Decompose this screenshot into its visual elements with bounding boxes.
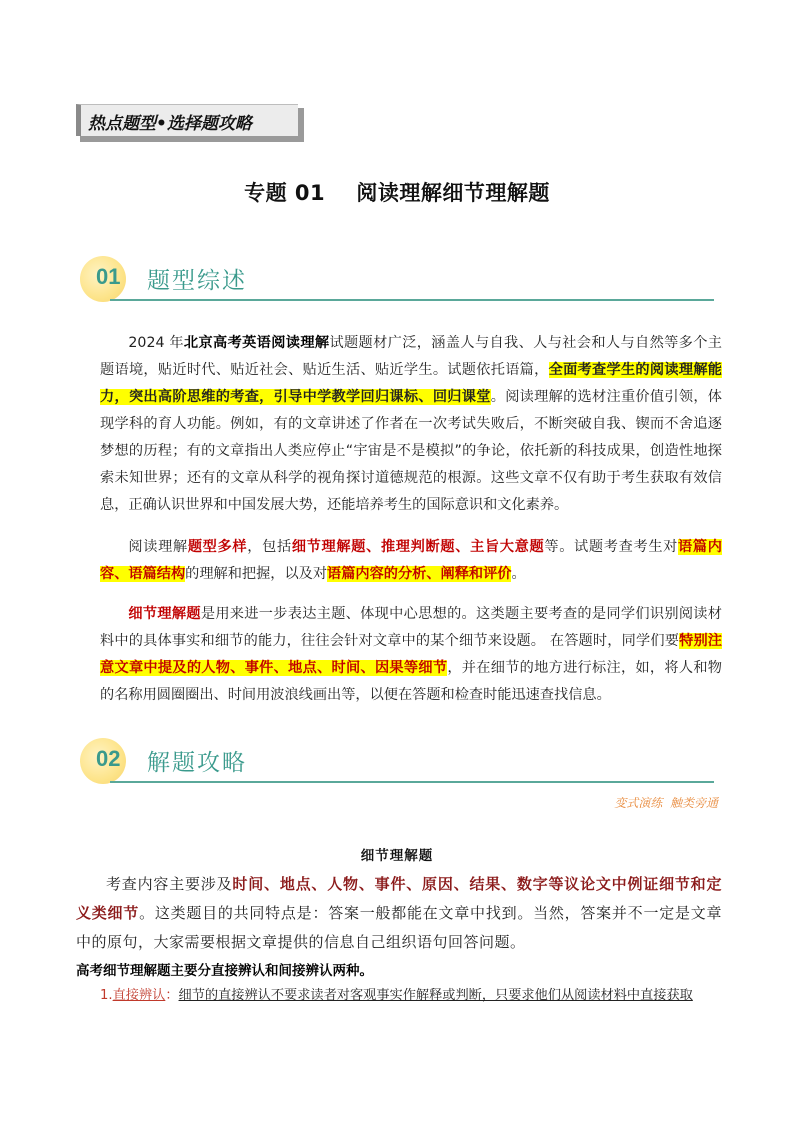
text-run: 阅读理解 [128,539,188,555]
tag-text: 热点题型•选择题攻略 [88,114,252,134]
body-paragraph [76,870,722,986]
list-item-direct [100,984,730,1003]
text-run: 等。试题考查考生对 [544,539,679,555]
section-label: 题型综述 [147,268,247,294]
item-text: 细节的直接辨认不要求读者对客观事实作解释或判断，只要求他们从阅读材料中直接获取 [178,988,693,1003]
item-number: 1. [100,988,113,1003]
subsection-title: 细节理解题 [360,848,434,864]
page-title: 专题 01 阅读理解细节理解题 [244,181,550,205]
bold-summary-line: 高考细节理解题主要分直接辨认和间接辨认两种。 [76,963,373,979]
text-run: 。 [511,566,526,582]
section-number: 01 [96,264,121,289]
section-header-overview [80,256,714,306]
text-run: 。阅读理解的选材注重价值引领，体现学科的育人功能。例如，有的文章讲述了作者在一次考试失败后，不断突破自我、锲而不舍追逐梦想的历程；有的文章指出人类应停止“宇宙是不是模拟”的争论，依托新的科技成果，创造性地探索未知世界；还有的文章从科学的视角探讨道德规范的根源。这些文章不仅有助于考生获取有效信息，正确认识世界和中国发展大势，还能培养考生的国际意识和文化素养。 [100,389,722,513]
darkred-text: 时间、地点、人物、事件、原因、结果、数字等议论文中例证细节和定义类细节 [76,875,722,922]
text-run: 是用来进一步表达主题、体现中心思想的。这类题主要考查的是同学们识别阅读材料中的具体事实和细节的能力，往往会针对文章中的某个细节来设题。 在答题时，同学们要 [100,606,722,649]
highlight-red-text: 语篇内容、语篇结构 [100,539,722,582]
text-run: 考查内容主要涉及 [106,875,233,893]
text-run: 的理解和把握，以及对 [185,566,328,582]
text-run: 。这类题目的共同特点是：答案一般都能在文章中找到。当然，答案并不一定是文章中的原句，大家需要根据文章提供的信息自己组织语句回答问题。 [76,904,722,951]
section-label: 解题攻略 [147,750,247,776]
highlight-red-text: 特别注意文章中提及的人物、事件、地点、时间、因果等细节 [100,633,722,676]
section-header-strategy [80,738,714,788]
text-run: ，包括 [247,539,292,555]
red-text: 题型多样 [187,539,248,555]
section-tip: 变式演练 触类旁通 [614,796,718,810]
text-year: 2024 年 [128,335,184,351]
paragraph-detail-questions [100,601,722,709]
paragraph-question-types [100,534,722,588]
text-bold: 北京高考英语阅读理解 [183,335,330,351]
text-run: 试题题材广泛，涵盖人与自我、人与社会和人与自然等多个主题语境，贴近时代、贴近社会、贴近生活、贴近学生。试题依托语篇， [100,335,722,378]
text-run: ，并在细节的地方进行标注，如，将人和物的名称用圆圈圈出、时间用波浪线画出等，以便在答题和检查时能迅速查找信息。 [100,660,722,703]
paragraph-intro [100,330,722,519]
section-number: 02 [96,746,121,771]
highlight-text: 全面考查学生的阅读理解能力，突出高阶思维的考查，引导中学教学回归课标、回归课堂 [100,362,722,405]
item-label: 直接辨认 [112,988,166,1003]
section-divider [110,299,714,301]
red-text: 细节理解题 [128,606,201,622]
topic-tag [76,104,304,142]
section-divider [110,781,714,783]
item-colon: ： [165,988,179,1003]
red-text: 细节理解题、推理判断题、主旨大意题 [291,539,545,555]
highlight-red-text: 语篇内容的分析、阐释和评价 [327,566,512,582]
